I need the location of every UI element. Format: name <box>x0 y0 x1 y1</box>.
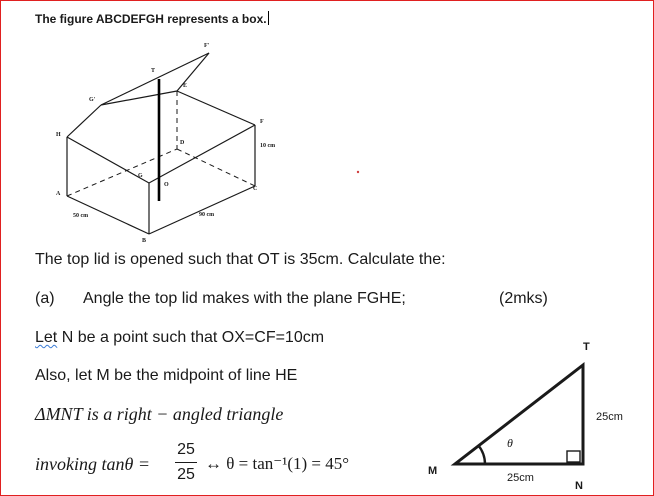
label-B: B <box>142 238 147 244</box>
part-a-label: (a) <box>35 290 55 307</box>
triangle-theta: θ <box>507 436 513 450</box>
label-G: G <box>138 173 143 179</box>
part-a-marks: (2mks) <box>499 290 548 307</box>
triangle-diagram <box>1 1 654 496</box>
label-E: E <box>183 83 188 89</box>
part-a-text: Angle the top lid makes with the plane FGHE; <box>83 290 406 307</box>
equation-denominator: 25 <box>177 466 195 483</box>
triangle-statement: ΔMNT is a right − angled triangle <box>35 404 284 424</box>
label-height: 10 cm <box>260 143 276 149</box>
triangle-label-M: M <box>428 465 438 477</box>
triangle-label-N: N <box>575 480 583 492</box>
label-F: F <box>260 119 264 125</box>
angle-theta-arc <box>478 445 485 464</box>
triangle-base-label: 25cm <box>507 472 534 484</box>
let-rest: N be a point such that OX=CF=10cm <box>57 329 325 346</box>
label-length: 90 cm <box>199 212 215 218</box>
triangle-MNT <box>455 365 583 464</box>
triangle-label-T: T <box>583 341 590 353</box>
equation-rhs: ↔ θ = tan⁻¹(1) = 45° <box>205 454 350 473</box>
also-line: Also, let M be the midpoint of line HE <box>35 367 298 384</box>
label-A: A <box>56 191 61 197</box>
triangle-height-label: 25cm <box>596 411 623 423</box>
label-C: C <box>253 186 258 192</box>
let-word: Let <box>35 329 58 346</box>
equation-numerator: 25 <box>177 441 195 458</box>
label-T: T <box>151 68 156 74</box>
label-F-prime: F' <box>204 43 210 49</box>
label-O: O <box>164 182 169 188</box>
label-width: 50 cm <box>73 213 89 219</box>
label-G-prime: G' <box>89 97 96 103</box>
right-angle-marker <box>567 451 580 462</box>
problem-statement: The top lid is opened such that OT is 35cm. Calculate the: <box>35 251 446 268</box>
equation-lhs: invoking tanθ = <box>35 454 150 474</box>
problem-title: The figure ABCDEFGH represents a box. <box>35 12 267 26</box>
label-H: H <box>56 132 61 138</box>
label-D: D <box>180 140 185 146</box>
